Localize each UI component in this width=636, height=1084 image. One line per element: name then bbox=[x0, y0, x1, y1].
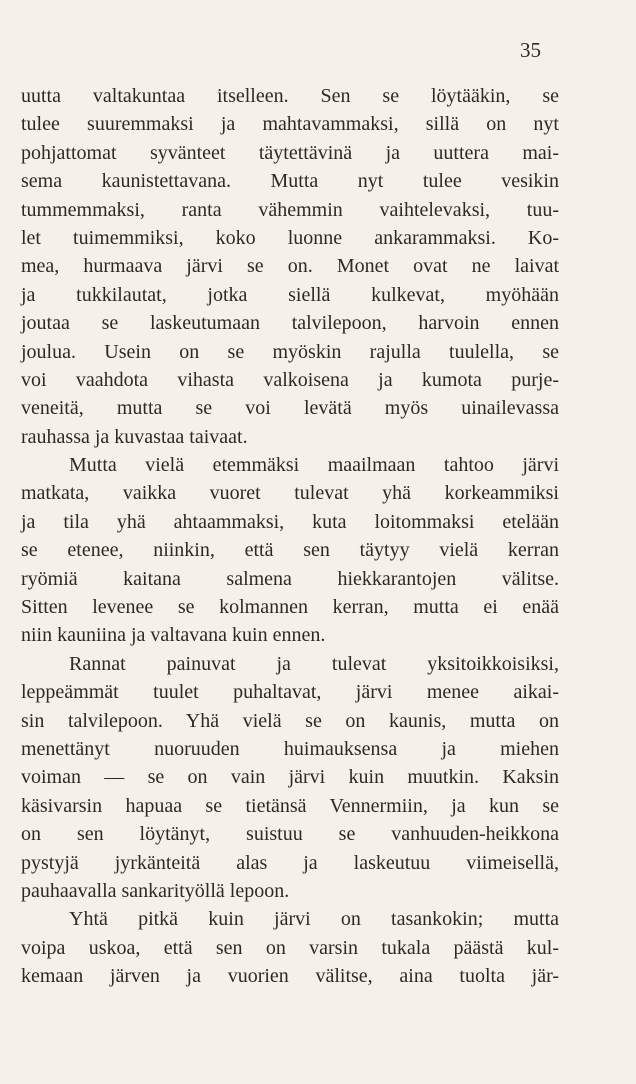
text-line: käsivarsin hapuaa se tietänsä Vennermiin, ja kun se bbox=[21, 794, 559, 817]
text-line: sema kaunistettavana. Mutta nyt tulee vesikin bbox=[21, 170, 559, 193]
text-line: ja tila yhä ahtaammaksi, kuta loitommaksi etelään bbox=[21, 510, 559, 533]
text-line: mea, hurmaava järvi se on. Monet ovat ne laivat bbox=[21, 255, 559, 278]
text-line: pauhaavalla sankarityöllä lepoon. bbox=[21, 879, 290, 902]
text-line: Rannat painuvat ja tulevat yksitoikkoisiksi, bbox=[69, 652, 559, 675]
text-line: uutta valtakuntaa itselleen. Sen se löytääkin, se bbox=[21, 85, 559, 107]
text-line: joutaa se laskeutumaan talvilepoon, harvoin ennen bbox=[21, 312, 559, 335]
page-number: 35 bbox=[520, 38, 541, 62]
text-line: Sitten levenee se kolmannen kerran, mutta ei enää bbox=[21, 596, 559, 619]
text-line: voiman — se on vain järvi kuin muutkin. Kaksin bbox=[21, 766, 559, 789]
text-line: tulee suuremmaksi ja mahtavammaksi, sillä on nyt bbox=[21, 113, 559, 136]
text-line: kemaan järven ja vuorien välitse, aina tuolta jär- bbox=[21, 965, 559, 988]
text-line: se etenee, niinkin, että sen täytyy vielä kerran bbox=[21, 539, 559, 562]
text-line: Mutta vielä etemmäksi maailmaan tahtoo järvi bbox=[69, 454, 559, 477]
text-line: menettänyt nuoruuden huimauksensa ja miehen bbox=[21, 737, 559, 760]
text-line: joulua. Usein on se myöskin rajulla tuulella, se bbox=[21, 340, 559, 363]
text-line: ja tukkilautat, jotka siellä kulkevat, myöhään bbox=[21, 283, 559, 306]
text-line: sin talvilepoon. Yhä vielä se on kaunis, mutta on bbox=[21, 709, 559, 732]
text-line: rauhassa ja kuvastaa taivaat. bbox=[21, 425, 248, 448]
text-line: voipa uskoa, että sen on varsin tukala päästä kul- bbox=[21, 936, 559, 959]
text-line: matkata, vaikka vuoret tulevat yhä korkeammiksi bbox=[21, 482, 559, 505]
text-line: tummemmaksi, ranta vähemmin vaihtelevaksi, tuu- bbox=[21, 198, 559, 221]
text-line: Yhtä pitkä kuin järvi on tasankokin; mutta bbox=[69, 908, 559, 931]
text-line: veneitä, mutta se voi levätä myös uinailevassa bbox=[21, 397, 559, 420]
body-text bbox=[21, 82, 559, 991]
text-line: niin kauniina ja valtavana kuin ennen. bbox=[21, 624, 326, 647]
text-line: let tuimemmiksi, koko luonne ankarammaksi. Ko- bbox=[21, 226, 559, 249]
text-line: pohjattomat syvänteet täytettävinä ja uuttera mai- bbox=[21, 141, 559, 164]
text-line: pystyjä jyrkänteitä alas ja laskeutuu viimeisellä, bbox=[21, 851, 559, 874]
text-line: voi vaahdota vihasta valkoisena ja kumota purje- bbox=[21, 368, 559, 391]
text-line: on sen löytänyt, suistuu se vanhuuden-heikkona bbox=[21, 823, 559, 846]
text-line: leppeämmät tuulet puhaltavat, järvi menee aikai- bbox=[21, 681, 559, 704]
text-line: ryömiä kaitana salmena hiekkarantojen välitse. bbox=[21, 567, 559, 590]
